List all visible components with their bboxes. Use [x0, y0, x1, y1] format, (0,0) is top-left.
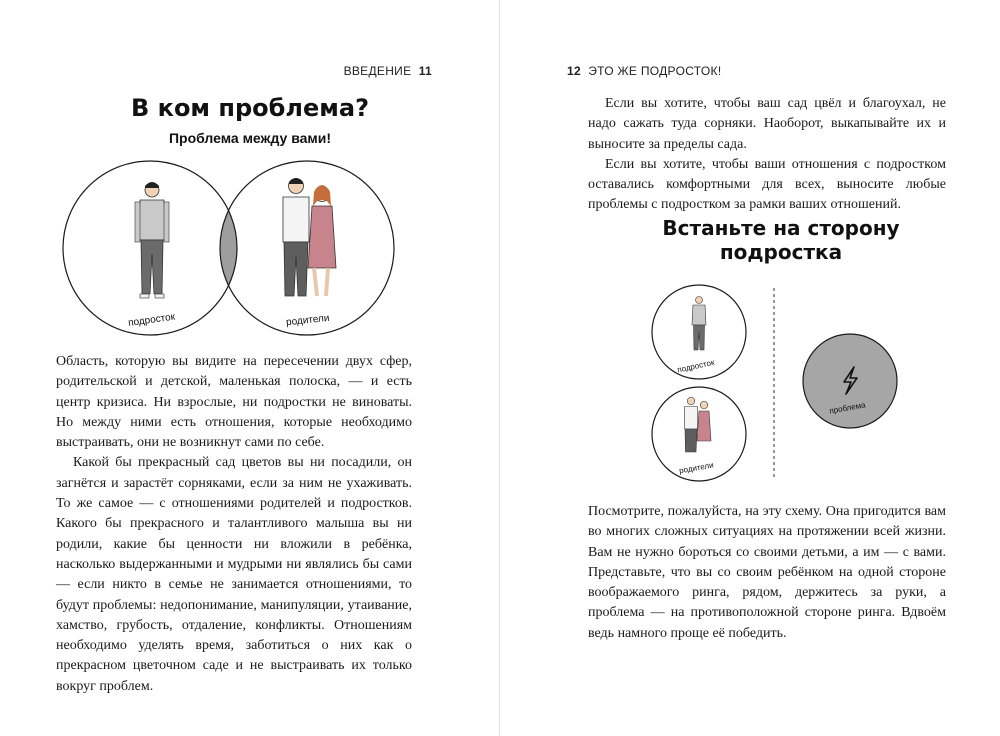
- venn-diagram: [60, 160, 420, 340]
- ring-diagram: [645, 282, 905, 482]
- parents-figure: [283, 178, 336, 296]
- section-title: ЭТО ЖЕ ПОДРОСТОК!: [588, 64, 722, 78]
- heading-line: подростка: [719, 240, 843, 264]
- paragraph: Посмотрите, пожалуйста, на эту схему. Она пригодится вам во многих сложных ситуациях на протяжении всей жизни. Вам не нужно бороться со своими детьми, а им — с вами. Представьте, что вы со своим ребёнком на одной стороне воображаемого ринга, рядом, держитесь за руки, а проблема — на противоположной стороне ринга. Вдвоём ведь намного проще её победить.: [588, 504, 946, 641]
- running-head-left: [344, 64, 432, 78]
- page-heading: [500, 216, 1000, 264]
- teen-small-label: подросток: [676, 357, 716, 375]
- problem-circle: [803, 334, 897, 428]
- page-heading: В ком проблема?: [131, 94, 369, 122]
- right-body-text-bottom: [588, 502, 946, 644]
- parents-label: родители: [285, 312, 330, 329]
- left-body-text: [56, 352, 412, 697]
- parents-small-label: родители: [678, 460, 715, 476]
- page-number: 11: [418, 64, 432, 78]
- paragraph: Если вы хотите, чтобы ваши отношения с подростком оставались комфортными для всех, выносите любые проблемы с подростком за рамки ваших отношений.: [588, 156, 946, 213]
- right-body-text-top: [588, 94, 946, 216]
- paragraph: Если вы хотите, чтобы ваш сад цвёл и благоухал, не надо сажать туда сорняки. Наоборот, выкапывайте их и выносите за пределы сада.: [588, 96, 946, 152]
- paragraph: Какой бы прекрасный сад цветов вы ни посадили, он загнётся и зарастёт сорняками, если за ним не ухаживать. То же самое — с отношениями родителей и подростков. Какого бы прекрасного и талантливого малыша вы ни родили, какие бы ценности ни вложили в ребёнка, насколько выдержанными и мудрыми ни являлись бы сами — если никто в семье не занимается отношениями, то будут проблемы: недопонимание, манипуляции, утаивание, хамство, грубость, отдаление, конфликты. Отношениям необходимо уделять время, заботиться о них как о прекрасном цветочном саде и не выстраивать их только вокруг проблем.: [56, 455, 412, 694]
- teen-label: подросток: [127, 311, 176, 330]
- page-subheading: Проблема между вами!: [168, 130, 332, 146]
- paragraph: Область, которую вы видите на пересечении двух сфер, родительской и детской, маленькая полоска, — и есть центр кризиса. Ни взрослые, ни подростки не виноваты. Но между ними есть отношения, которые необходимо выстраивать, они не возникнут сами по себе.: [56, 354, 412, 451]
- section-title: ВВЕДЕНИЕ: [343, 64, 412, 78]
- heading-line: Встаньте на сторону: [662, 216, 900, 240]
- page-number: 12: [567, 64, 581, 78]
- running-head-right: [567, 64, 721, 78]
- teen-figure: [135, 182, 169, 298]
- problem-label: проблема: [828, 400, 867, 416]
